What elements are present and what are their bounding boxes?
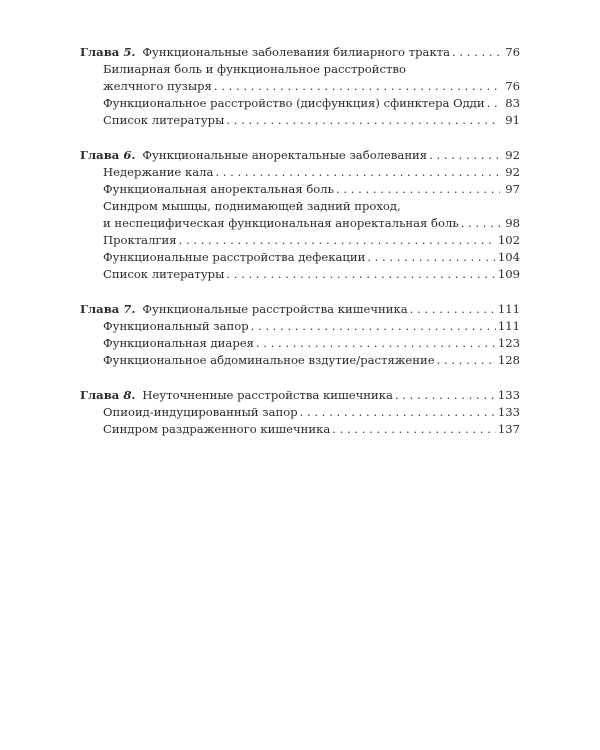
- page-number: 98: [505, 216, 520, 230]
- entry-title: Функциональное расстройство (дисфункция) сфинктера Одди: [103, 96, 485, 110]
- dot-leader: [452, 44, 500, 61]
- chapter-8: [80, 387, 520, 438]
- dot-leader: [256, 335, 496, 352]
- chapter-heading[interactable]: [80, 44, 520, 61]
- dot-leader: [226, 112, 500, 129]
- dot-leader: [461, 215, 500, 232]
- page-number: 128: [497, 353, 520, 367]
- chapter-title: Неуточненные расстройства кишечника: [142, 388, 393, 402]
- dot-leader: [395, 387, 496, 404]
- entry-title: Функциональная диарея: [103, 336, 254, 350]
- page-number: 111: [497, 302, 520, 316]
- dot-leader: [179, 232, 496, 249]
- dot-leader: [367, 249, 496, 266]
- chapter-title: Функциональные расстройства кишечника: [142, 302, 408, 316]
- toc-entry[interactable]: [80, 421, 520, 438]
- chapter-heading[interactable]: [80, 301, 520, 318]
- toc-entry[interactable]: [80, 404, 520, 421]
- page-number: 76: [505, 45, 520, 59]
- chapter-label: Глава 7.: [80, 302, 136, 316]
- toc-entry[interactable]: [80, 318, 520, 335]
- dot-leader: [429, 147, 500, 164]
- entry-title: Список литературы: [103, 267, 225, 281]
- entry-title: Функциональная аноректальная боль: [103, 182, 334, 196]
- dot-leader: [300, 404, 496, 421]
- toc-entry[interactable]: [80, 164, 520, 181]
- page-number: 137: [497, 422, 520, 436]
- chapter-heading[interactable]: [80, 147, 520, 164]
- toc-entry[interactable]: [80, 335, 520, 352]
- entry-title: Синдром раздраженного кишечника: [103, 422, 331, 436]
- table-of-contents: [80, 44, 520, 456]
- entry-title-continued: и неспецифическая функциональная аноректальная боль: [103, 216, 459, 230]
- page-number: 104: [497, 250, 520, 264]
- page-number: 123: [497, 336, 520, 350]
- page-number: 109: [497, 267, 520, 281]
- toc-entry[interactable]: [80, 61, 520, 78]
- dot-leader: [214, 78, 500, 95]
- toc-entry-continuation[interactable]: [80, 215, 520, 232]
- page-number: 133: [497, 388, 520, 402]
- dot-leader: [251, 318, 496, 335]
- dot-leader: [336, 181, 500, 198]
- page-number: 111: [497, 319, 520, 333]
- entry-title: Список литературы: [103, 113, 225, 127]
- toc-entry[interactable]: [80, 198, 520, 215]
- page-number: 92: [505, 148, 520, 162]
- toc-entry[interactable]: [80, 112, 520, 129]
- chapter-title: Функциональные заболевания билиарного тракта: [142, 45, 451, 59]
- dot-leader: [437, 352, 496, 369]
- chapter-label: Глава 6.: [80, 148, 136, 162]
- page-number: 91: [505, 113, 520, 127]
- toc-entry[interactable]: [80, 352, 520, 369]
- chapter-label: Глава 5.: [80, 45, 136, 59]
- chapter-title: Функциональные аноректальные заболевания: [142, 148, 428, 162]
- dot-leader: [226, 266, 496, 283]
- page-number: 92: [505, 165, 520, 179]
- page-number: 102: [497, 233, 520, 247]
- toc-entry-continuation[interactable]: [80, 78, 520, 95]
- page-number: 97: [505, 182, 520, 196]
- dot-leader: [410, 301, 496, 318]
- chapter-6: [80, 147, 520, 283]
- dot-leader: [215, 164, 500, 181]
- toc-entry[interactable]: [80, 249, 520, 266]
- entry-title: Синдром мышцы, поднимающей задний проход,: [103, 199, 401, 213]
- entry-title: Билиарная боль и функциональное расстройство: [103, 62, 406, 76]
- entry-title: Функциональное абдоминальное вздутие/растяжение: [103, 353, 435, 367]
- entry-title: Функциональные расстройства дефекации: [103, 250, 366, 264]
- toc-entry[interactable]: [80, 181, 520, 198]
- toc-entry[interactable]: [80, 232, 520, 249]
- chapter-7: [80, 301, 520, 369]
- entry-title-continued: желчного пузыря: [103, 79, 212, 93]
- toc-entry[interactable]: [80, 266, 520, 283]
- entry-title: Прокталгия: [103, 233, 177, 247]
- entry-title: Функциональный запор: [103, 319, 249, 333]
- page-number: 76: [505, 79, 520, 93]
- entry-title: Недержание кала: [103, 165, 214, 179]
- chapter-heading[interactable]: [80, 387, 520, 404]
- dot-leader: [332, 421, 496, 438]
- dot-leader: [487, 95, 500, 112]
- chapter-label: Глава 8.: [80, 388, 136, 402]
- page-number: 83: [505, 96, 520, 110]
- toc-entry[interactable]: [80, 95, 520, 112]
- chapter-5: [80, 44, 520, 129]
- entry-title: Опиоид-индуцированный запор: [103, 405, 298, 419]
- page-number: 133: [497, 405, 520, 419]
